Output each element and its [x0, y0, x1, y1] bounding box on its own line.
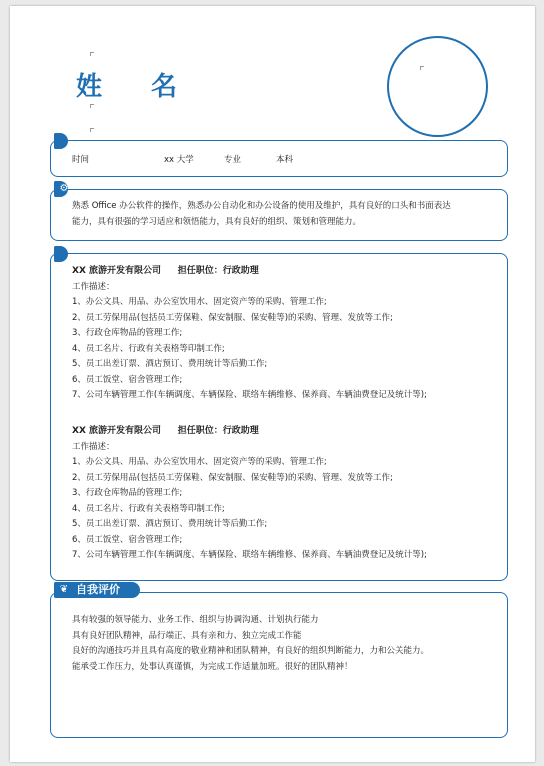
photo-placeholder — [387, 36, 488, 137]
job-position: 担任职位：行政助理 — [177, 266, 259, 276]
job-duty: 7、公司车辆管理工作(车辆调度、车辆保险、联络车辆维修、保养商、车辆油费登记及统计等); — [72, 550, 427, 560]
margin-mark — [90, 52, 94, 56]
job-company: XX 旅游开发有限公司 — [72, 426, 162, 436]
job-header — [72, 264, 427, 280]
job-position: 担任职位：行政助理 — [177, 426, 259, 436]
education-school: xx 大学 — [164, 155, 194, 165]
job-entry — [72, 264, 427, 404]
education-degree: 本科 — [276, 155, 294, 165]
education-major: 专业 — [224, 155, 242, 165]
job-duty: 2、员工劳保用品(包括员工劳保鞋、保安制服、保安鞋等)的采购、管理、发放等工作; — [72, 472, 393, 483]
job-duty: 4、员工名片、行政有关表格等印制工作; — [72, 503, 225, 514]
job-duty: 5、员工出差订票、酒店预订、费用统计等后勤工作; — [72, 359, 268, 369]
job-duty: 7、公司车辆管理工作(车辆调度、车辆保险、联络车辆维修、保养商、车辆油费登记及统计等); — [72, 390, 427, 400]
job-entry — [72, 424, 427, 564]
gear-icon: ⚙ — [59, 183, 69, 194]
job-duty: 1、办公文具、用品、办公室饮用水、固定资产等的采购、管理工作; — [72, 457, 327, 467]
self-eval-line: 具有良好团队精神，品行端正、具有亲和力、独立完成工作能 — [72, 630, 302, 641]
job-company: XX 旅游开发有限公司 — [72, 266, 162, 276]
skills-line: 能力，具有很强的学习适应和领悟能力，具有良好的组织、策划和管理能力。 — [72, 216, 362, 227]
job-header — [72, 424, 427, 440]
skills-line: 熟悉 Office 办公软件的操作，熟悉办公自动化和办公设备的使用及维护，具有良好的口头和书面表达 — [72, 201, 451, 211]
candidate-name: 姓 名 — [76, 72, 198, 102]
self-eval-line: 能承受工作压力，处事认真谨慎，为完成工作适量加班。很好的团队精神！ — [72, 661, 353, 672]
job-duty: 5、员工出差订票、酒店预订、费用统计等后勤工作; — [72, 519, 268, 529]
skills-text — [72, 199, 451, 230]
job-duty: 2、员工劳保用品(包括员工劳保鞋、保安制服、保安鞋等)的采购、管理、发放等工作; — [72, 312, 393, 323]
job-duty: 6、员工饭堂、宿舍管理工作; — [72, 534, 183, 545]
education-time: 时间 — [72, 155, 90, 165]
job-duty: 1、办公文具、用品、办公室饮用水、固定资产等的采购、管理工作; — [72, 297, 327, 307]
margin-mark — [90, 128, 94, 132]
self-eval-title: 自我评价 — [76, 583, 120, 596]
job-duty: 6、员工饭堂、宿舍管理工作; — [72, 374, 183, 385]
job-duty: 4、员工名片、行政有关表格等印制工作; — [72, 343, 225, 354]
margin-mark — [90, 104, 94, 108]
job-desc-label: 工作描述： — [72, 441, 115, 452]
job-duty: 3、行政仓库物品的管理工作; — [72, 328, 183, 338]
skills-tab — [54, 181, 68, 197]
job-desc-label: 工作描述： — [72, 281, 115, 292]
self-eval-line: 良好的沟通技巧并且具有高度的敬业精神和团队精神，有良好的组织判断能力，力和公关能力。 — [72, 646, 430, 656]
resume-page — [10, 6, 535, 762]
leaf-icon: ❦ — [59, 584, 69, 595]
self-eval-text — [72, 613, 429, 675]
self-eval-line: 具有较强的领导能力、业务工作、组织与协调沟通、计划执行能力 — [72, 615, 319, 625]
job-duty: 3、行政仓库物品的管理工作; — [72, 488, 183, 498]
self-eval-tab — [54, 582, 140, 598]
